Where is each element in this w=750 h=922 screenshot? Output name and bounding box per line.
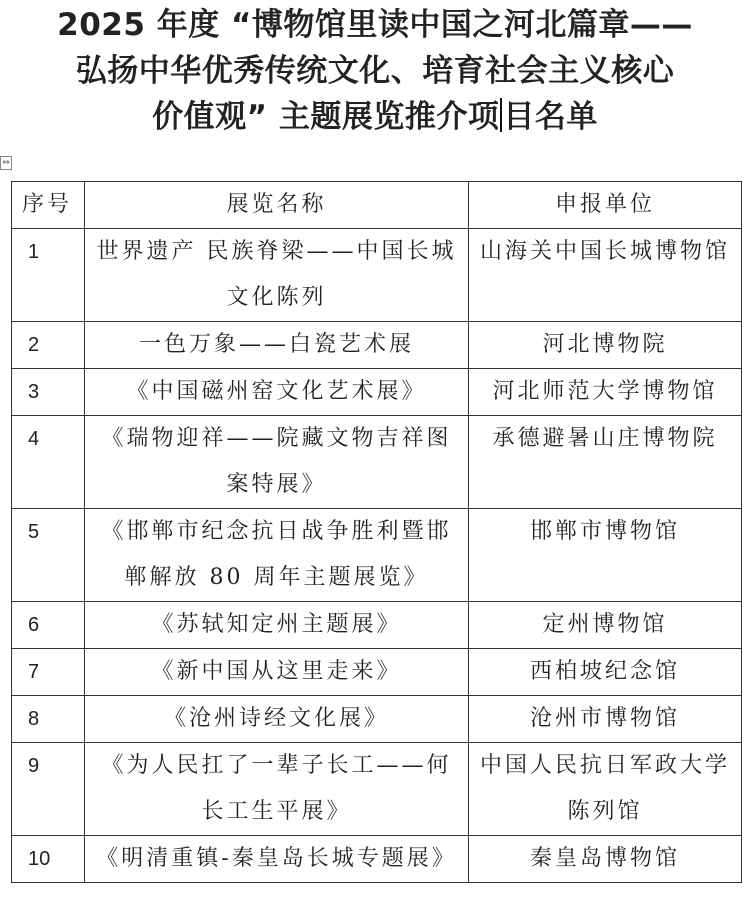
table-row [12,602,742,649]
row-exhibition-name: 《邯郸市纪念抗日战争胜利暨邯郸解放 80 周年主题展览》 [85,509,469,602]
row-no: 2 [12,322,85,369]
title-line-2: 弘扬中华优秀传统文化、培育社会主义核心 [75,53,675,89]
document-title [0,2,750,140]
table-row [12,836,742,883]
row-unit: 沧州市博物馆 [469,696,742,743]
row-no: 6 [12,602,85,649]
row-unit: 西柏坡纪念馆 [469,649,742,696]
row-exhibition-name: 《沧州诗经文化展》 [85,696,469,743]
row-no: 7 [12,649,85,696]
table-row [12,369,742,416]
row-unit: 河北师范大学博物馆 [469,369,742,416]
table-row [12,416,742,509]
row-no: 5 [12,509,85,602]
row-unit: 山海关中国长城博物馆 [469,229,742,322]
row-no: 9 [12,743,85,836]
row-unit: 邯郸市博物馆 [469,509,742,602]
table-header-row [12,182,742,229]
table-row [12,322,742,369]
row-exhibition-name: 一色万象——白瓷艺术展 [85,322,469,369]
row-unit: 定州博物馆 [469,602,742,649]
table-move-handle-icon[interactable]: ⇔ [0,156,12,170]
row-no: 10 [12,836,85,883]
exhibition-table [11,181,742,883]
row-unit: 秦皇岛博物馆 [469,836,742,883]
header-unit: 申报单位 [469,182,742,229]
table-row [12,229,742,322]
row-unit: 承德避暑山庄博物院 [469,416,742,509]
row-exhibition-name: 《明清重镇-秦皇岛长城专题展》 [85,836,469,883]
row-unit: 中国人民抗日军政大学陈列馆 [469,743,742,836]
table-row [12,509,742,602]
row-exhibition-name: 《瑞物迎祥——院藏文物吉祥图案特展》 [85,416,469,509]
row-exhibition-name: 《新中国从这里走来》 [85,649,469,696]
title-line-3-part-1: 价值观” 主题展览推介项 [152,99,500,135]
header-no: 序号 [12,182,85,229]
title-line-3 [0,94,750,140]
row-no: 8 [12,696,85,743]
title-line-3-part-2: 目名单 [503,99,598,135]
row-no: 1 [12,229,85,322]
table-row [12,696,742,743]
row-no: 4 [12,416,85,509]
header-name: 展览名称 [85,182,469,229]
table-row [12,649,742,696]
row-exhibition-name: 《中国磁州窑文化艺术展》 [85,369,469,416]
row-no: 3 [12,369,85,416]
title-line-1: 2025 年度 “博物馆里读中国之河北篇章—— [57,7,693,43]
row-exhibition-name: 《为人民扛了一辈子长工——何长工生平展》 [85,743,469,836]
row-exhibition-name: 世界遗产 民族脊梁——中国长城文化陈列 [85,229,469,322]
row-unit: 河北博物院 [469,322,742,369]
table-row [12,743,742,836]
row-exhibition-name: 《苏轼知定州主题展》 [85,602,469,649]
